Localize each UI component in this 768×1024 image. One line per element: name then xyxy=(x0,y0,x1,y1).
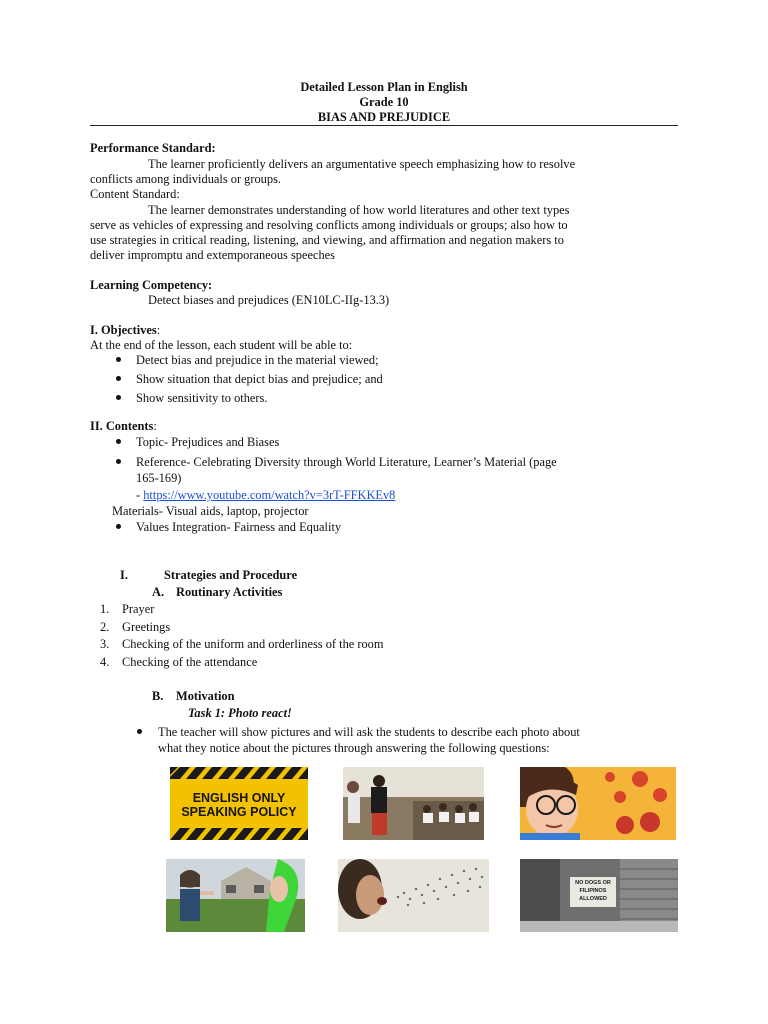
bullet-icon xyxy=(116,459,121,464)
instruction-line: The teacher will show pictures and will ask the students to describe each photo about xyxy=(158,725,580,739)
objectives-colon: : xyxy=(156,323,161,337)
document-title: Detailed Lesson Plan in English xyxy=(300,80,468,94)
contents-colon: : xyxy=(153,419,157,433)
contents-reference-pages: 165-169) xyxy=(136,471,182,485)
no-dogs-sign-line: FILIPINOS xyxy=(579,888,607,894)
performance-standard-line: The learner proficiently delivers an argumentative speech emphasizing how to resolve xyxy=(148,157,576,171)
objective-item: Detect bias and prejudice in the material viewed; xyxy=(136,353,379,367)
bullet-icon xyxy=(116,439,121,444)
cartoon-illustration-photo xyxy=(520,767,676,840)
objectives-intro: At the end of the lesson, each student will be able to: xyxy=(90,338,353,352)
header-divider xyxy=(90,125,678,126)
objectives-heading-row xyxy=(90,323,160,338)
objectives-heading: I. Objectives xyxy=(90,323,157,337)
video-link-row xyxy=(136,488,395,503)
youtube-link[interactable]: https://www.youtube.com/watch?v=3rT-FFKKEv8 xyxy=(143,488,396,502)
routinary-item: Greetings xyxy=(122,620,171,634)
contents-values: Values Integration- Fairness and Equality xyxy=(136,520,342,534)
routinary-number: 3. xyxy=(100,637,110,651)
contents-heading: II. Contents xyxy=(90,419,154,433)
link-prefix: - xyxy=(136,488,144,502)
sign-text-line: SPEAKING POLICY xyxy=(181,805,297,819)
content-standard-line: serve as vehicles of expressing and resolving conflicts among individuals or groups; also how to xyxy=(90,218,568,232)
lesson-topic: BIAS AND PREJUDICE xyxy=(317,110,451,124)
instruction-line: what they notice about the pictures through answering the following questions: xyxy=(158,741,550,755)
objective-item: Show situation that depict bias and prejudice; and xyxy=(136,372,383,386)
motivation-heading: Motivation xyxy=(176,689,235,703)
content-standard-line: use strategies in critical reading, listening, and viewing, and affirmation and negation makers to xyxy=(90,233,564,247)
english-only-sign-photo xyxy=(170,767,308,840)
procedure-numeral: I. xyxy=(120,568,128,582)
objective-item: Show sensitivity to others. xyxy=(136,391,268,405)
bullet-icon xyxy=(116,395,121,400)
contents-topic: Topic- Prejudices and Biases xyxy=(136,435,280,449)
bullet-icon xyxy=(116,376,121,381)
no-dogs-sign-line: NO DOGS OR xyxy=(575,880,611,886)
routinary-number: 2. xyxy=(100,620,110,634)
speaking-words-photo xyxy=(338,859,489,932)
procedure-heading: Strategies and Procedure xyxy=(164,568,298,582)
motivation-letter: B. xyxy=(152,689,164,703)
learning-competency-text: Detect biases and prejudices (EN10LC-IIg-13.3) xyxy=(148,293,390,307)
performance-standard-heading: Performance Standard: xyxy=(90,141,216,155)
routinary-number: 4. xyxy=(100,655,110,669)
routinary-item: Checking of the attendance xyxy=(122,655,258,669)
bullet-icon xyxy=(116,524,121,529)
content-standard-line: deliver impromptu and extemporaneous speeches xyxy=(90,248,335,262)
routinary-letter: A. xyxy=(152,585,165,599)
bullet-icon xyxy=(116,357,121,362)
confrontation-photo xyxy=(166,859,305,932)
grade-label: Grade 10 xyxy=(359,95,409,109)
no-dogs-sign-photo xyxy=(520,859,678,932)
contents-materials: Materials- Visual aids, laptop, projector xyxy=(112,504,309,518)
no-dogs-sign-line: ALLOWED xyxy=(579,896,607,902)
content-standard-line: The learner demonstrates understanding of how world literatures and other text types xyxy=(148,203,570,217)
content-standard-heading: Content Standard: xyxy=(90,187,180,201)
routinary-heading: Routinary Activities xyxy=(176,585,283,599)
bullet-icon xyxy=(137,729,142,734)
contents-reference: Reference- Celebrating Diversity through World Literature, Learner’s Material (page xyxy=(136,455,557,469)
learning-competency-heading: Learning Competency: xyxy=(90,278,213,292)
contents-heading-row xyxy=(90,419,157,434)
routinary-number: 1. xyxy=(100,602,110,616)
classroom-photo xyxy=(343,767,484,840)
sign-text-line: ENGLISH ONLY xyxy=(192,791,286,805)
routinary-item: Prayer xyxy=(122,602,155,616)
performance-standard-line: conflicts among individuals or groups. xyxy=(90,172,281,186)
task-title: Task 1: Photo react! xyxy=(188,706,292,720)
routinary-item: Checking of the uniform and orderliness of the room xyxy=(122,637,384,651)
